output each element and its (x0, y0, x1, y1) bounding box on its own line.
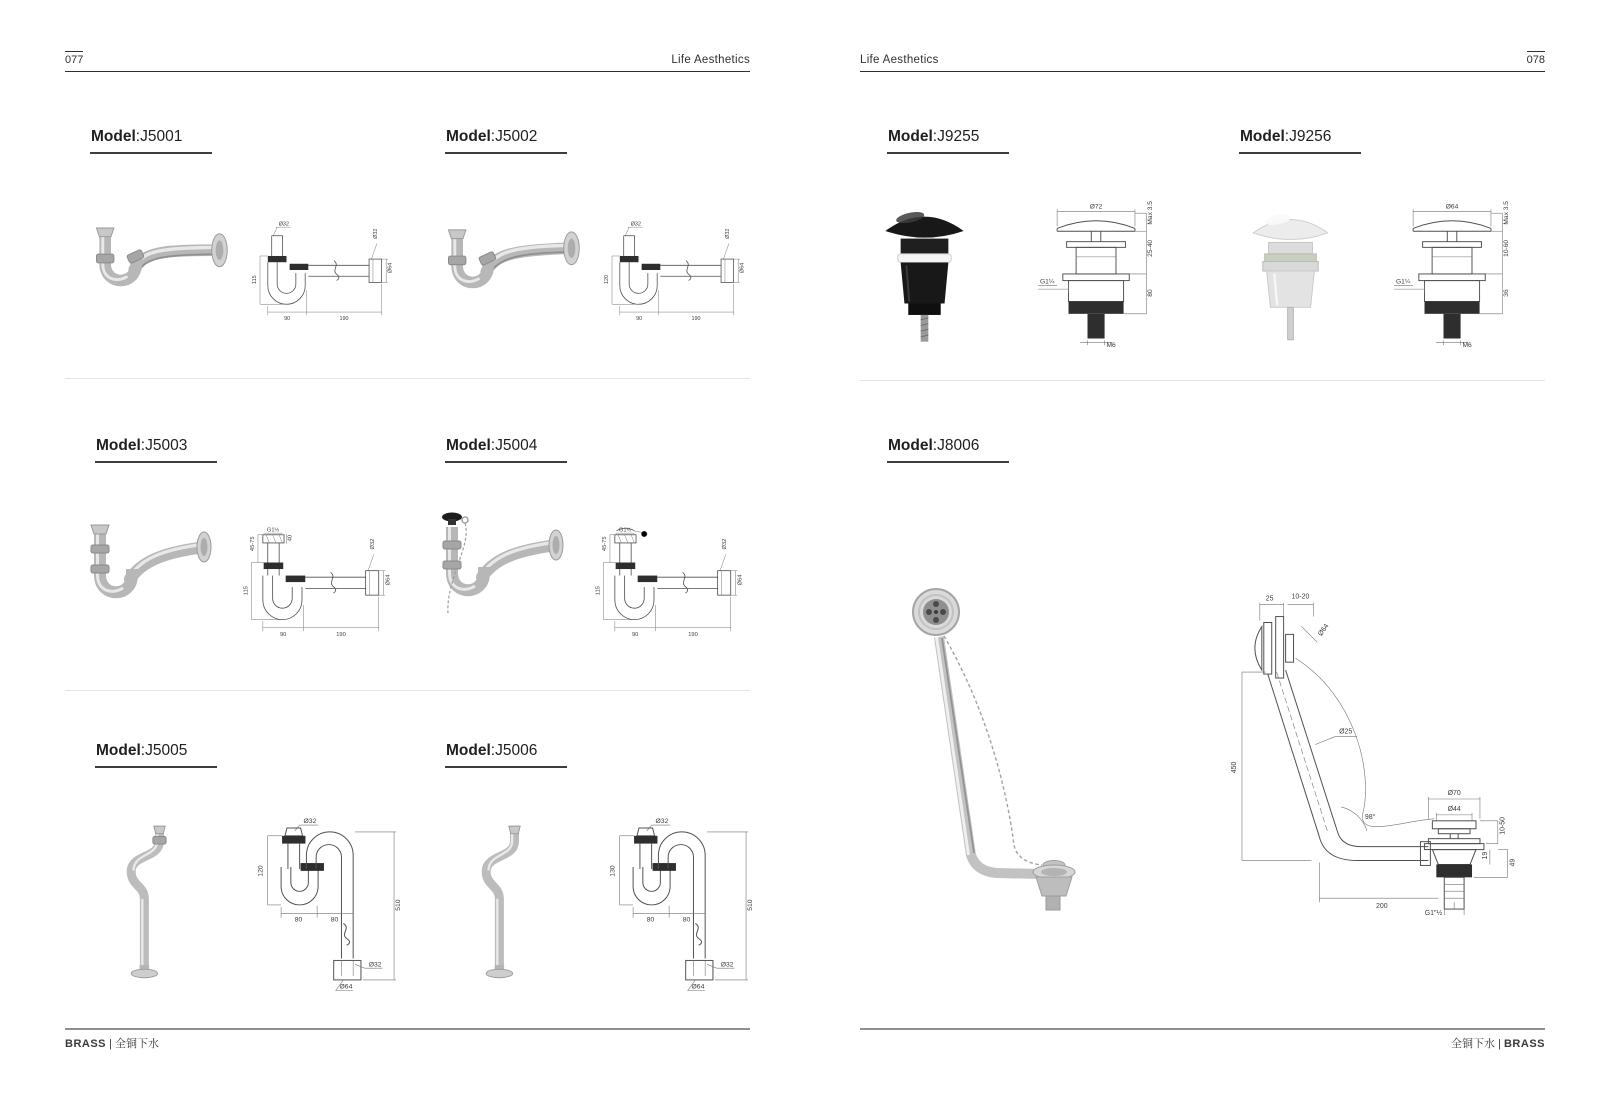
model-prefix: Model (446, 128, 491, 145)
dim-label: 115 (252, 275, 259, 285)
model-code: :J5001 (135, 128, 183, 145)
right-page-title: Life Aesthetics (860, 54, 939, 66)
dim-label: 19 (1481, 851, 1489, 860)
dim-label: 115 (243, 586, 250, 596)
dim-label: Ø64 (737, 574, 744, 586)
product-drawing-j5004 (592, 510, 747, 655)
dim-label: 190 (339, 315, 349, 322)
model-prefix: Model (91, 128, 136, 145)
dim-label: Ø32 (630, 221, 641, 228)
dim-label: Ø32 (303, 818, 317, 826)
right-page-footer (860, 1028, 1545, 1051)
dim-label: 130 (609, 865, 617, 877)
left-row-separator-1 (65, 378, 750, 379)
product-photo-j5004 (424, 505, 584, 625)
right-row-separator (860, 380, 1545, 381)
dim-label: Ø32 (368, 961, 382, 969)
dim-label: Ø32 (278, 221, 289, 228)
product-drawing-j9256 (1388, 198, 1518, 348)
dim-label: Ø32 (655, 818, 669, 826)
dim-label: Ø64 (387, 262, 394, 274)
dim-label: 25-40 (1147, 239, 1155, 257)
model-label-j5001 (90, 128, 212, 154)
product-drawing-j5001 (246, 200, 394, 340)
left-page-header (65, 44, 750, 72)
dim-label: 90 (636, 315, 643, 322)
dim-label: 80 (330, 916, 339, 924)
dim-label: G1½ (618, 527, 632, 534)
footer-category: 全铜下水 (1451, 1038, 1495, 1050)
model-code: :J5004 (490, 437, 538, 454)
dim-label: 98° (1364, 813, 1376, 821)
model-code: :J9255 (932, 128, 980, 145)
left-page-number: 077 (65, 51, 83, 66)
model-prefix: Model (1240, 128, 1285, 145)
footer-category: 全铜下水 (115, 1038, 159, 1050)
dim-label: G1"½ (1424, 910, 1443, 917)
dim-label: Ø44 (1447, 805, 1461, 813)
dim-label: G1¼ (1040, 278, 1055, 286)
footer-brand: BRASS (1503, 1038, 1545, 1050)
dim-label: 10-20 (1291, 593, 1310, 601)
right-page-number: 078 (1527, 51, 1545, 66)
dim-label: Ø64 (1317, 622, 1331, 638)
model-prefix: Model (446, 437, 491, 454)
dim-label: 80 (646, 916, 655, 924)
dim-label: 200 (1375, 903, 1388, 911)
dim-label: 36 (1503, 289, 1511, 297)
model-code: :J5003 (140, 437, 188, 454)
dim-label: Ø64 (385, 574, 392, 586)
dim-label: Ø70 (1447, 790, 1461, 798)
dim-label: 510 (394, 899, 402, 911)
left-page-title: Life Aesthetics (671, 54, 750, 66)
product-photo-j5001 (80, 210, 235, 305)
dim-label: M6 (1106, 342, 1116, 348)
dim-label: 40 (287, 534, 294, 542)
model-label-j5002 (445, 128, 567, 154)
product-drawing-j5005 (248, 812, 433, 993)
dim-label: M6 (1462, 342, 1472, 348)
dim-label: 120 (257, 865, 265, 877)
model-code: :J5005 (140, 742, 188, 759)
footer-divider: | (1498, 1038, 1501, 1050)
dim-label: 115 (595, 586, 602, 596)
dim-label: G1¼ (1396, 278, 1411, 286)
model-code: :J9256 (1284, 128, 1332, 145)
product-photo-j5003 (72, 515, 232, 625)
product-drawing-j5002 (598, 200, 746, 340)
dim-label: G1½ (266, 527, 280, 534)
dim-label: 90 (284, 315, 291, 322)
model-prefix: Model (96, 742, 141, 759)
dim-label: Ø64 (739, 262, 746, 274)
dim-label: Max 3.5 (1503, 201, 1511, 225)
dim-label: 49 (1509, 858, 1516, 867)
right-page-header (860, 44, 1545, 72)
dim-label: Ø64 (339, 983, 353, 991)
model-prefix: Model (888, 437, 933, 454)
dim-label: 80 (294, 916, 303, 924)
dim-label: 80 (1147, 289, 1155, 297)
dim-label: 190 (691, 315, 701, 322)
left-page-footer (65, 1028, 750, 1051)
model-label-j8006 (887, 437, 1009, 463)
product-drawing-j8006 (1198, 565, 1516, 917)
dim-label: Ø32 (372, 228, 379, 239)
dim-label: Ø32 (720, 961, 734, 969)
dim-label: 90 (631, 631, 639, 638)
left-row-separator-2 (65, 690, 750, 691)
dim-label: 25 (1265, 595, 1274, 603)
footer-divider: | (109, 1038, 112, 1050)
product-photo-j9256 (1238, 198, 1343, 346)
dim-label: 45-75 (601, 536, 608, 552)
model-prefix: Model (446, 742, 491, 759)
dim-label: Ø25 (1339, 728, 1353, 736)
model-prefix: Model (96, 437, 141, 454)
model-label-j9256 (1239, 128, 1361, 154)
model-code: :J5002 (490, 128, 538, 145)
dim-label: 10-50 (1499, 816, 1507, 835)
dim-label: 190 (336, 631, 346, 638)
model-label-j5004 (445, 437, 567, 463)
product-photo-j5005 (100, 815, 185, 995)
model-label-j5005 (95, 742, 217, 768)
dim-label: 90 (279, 631, 287, 638)
product-photo-j8006 (892, 550, 1097, 920)
product-photo-j5006 (455, 815, 540, 995)
dim-label: Ø32 (724, 228, 731, 239)
product-drawing-j5006 (600, 812, 785, 993)
dim-label: Ø32 (721, 538, 728, 550)
model-code: :J5006 (490, 742, 538, 759)
dim-label: 10-60 (1503, 239, 1511, 257)
product-drawing-j9255 (1032, 198, 1162, 348)
model-label-j5006 (445, 742, 567, 768)
dim-label: Ø32 (369, 538, 376, 550)
dim-label: 80 (682, 916, 691, 924)
product-photo-j5002 (432, 210, 587, 305)
model-label-j5003 (95, 437, 217, 463)
product-drawing-j5003 (240, 510, 395, 655)
model-prefix: Model (888, 128, 933, 145)
dim-label: 190 (688, 631, 698, 638)
dim-label: 120 (604, 274, 611, 285)
dim-label: Ø72 (1089, 203, 1103, 211)
dim-label: Max 3.5 (1147, 201, 1155, 225)
dim-label: Ø64 (1445, 203, 1459, 211)
model-label-j9255 (887, 128, 1009, 154)
dim-label: 450 (1231, 761, 1239, 774)
dim-label: Ø64 (691, 983, 705, 991)
dim-label: 510 (746, 899, 754, 911)
dim-label: 45-75 (249, 536, 256, 552)
model-code: :J8006 (932, 437, 980, 454)
product-photo-j9255 (872, 198, 977, 346)
footer-brand: BRASS (65, 1038, 107, 1050)
